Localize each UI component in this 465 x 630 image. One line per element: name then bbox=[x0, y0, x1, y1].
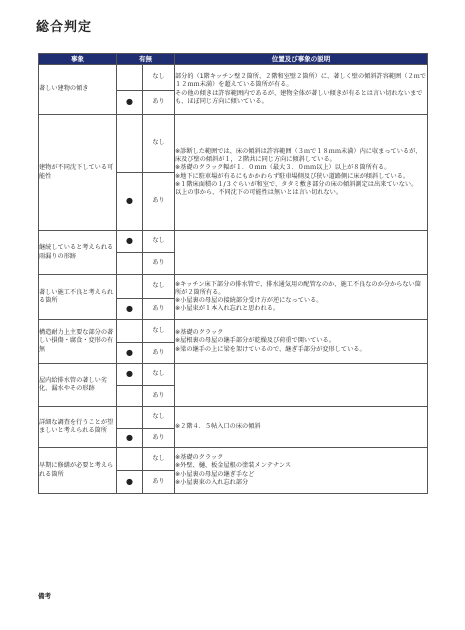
event-description bbox=[175, 65, 428, 115]
presence-option: あり bbox=[143, 253, 175, 275]
table-row bbox=[39, 115, 428, 173]
event-name: 屋内給排水管の著しい劣化、漏水やその形跡 bbox=[39, 364, 117, 407]
presence-mark: ● bbox=[117, 343, 143, 364]
event-description bbox=[175, 231, 428, 275]
event-description bbox=[175, 407, 428, 448]
description-line: ※キッチン床下部分の排水管で、排水通気用の配管なのか、施工不良なのか分からない箇所が２箇所有る。 bbox=[175, 280, 421, 296]
table-row bbox=[39, 407, 428, 429]
presence-mark bbox=[117, 115, 143, 173]
presence-option: なし bbox=[143, 407, 175, 429]
presence-option: なし bbox=[143, 115, 175, 173]
description-line: ※基礎のクラック bbox=[175, 454, 224, 462]
remarks-label: 備考 bbox=[38, 592, 51, 600]
presence-option: あり bbox=[143, 91, 175, 115]
event-name: 早期に修繕が必要と考えられる箇所 bbox=[39, 448, 117, 494]
description-line: ※小屋裏の母屋の継ぎ手など bbox=[175, 470, 255, 478]
table-row bbox=[39, 275, 428, 299]
presence-mark bbox=[117, 448, 143, 471]
description-line: ※小屋束が１本入れ忘れと思われる。 bbox=[175, 305, 280, 313]
description-line: ※基礎のクラック bbox=[175, 329, 224, 337]
presence-mark: ● bbox=[117, 231, 143, 253]
presence-mark: ● bbox=[117, 173, 143, 231]
table-row bbox=[39, 65, 428, 91]
description-line: ※屋根裏の母屋の継手部分が乾燥及び荷重で開いている。 bbox=[175, 337, 335, 345]
presence-mark: ● bbox=[117, 91, 143, 115]
presence-mark: ● bbox=[117, 364, 143, 386]
description-line: 以上の事から、不同沈下の可能性は無いとは言い切れない。 bbox=[175, 188, 343, 196]
presence-mark bbox=[117, 320, 143, 343]
description-line: ※外壁、樋、板金屋根の塗装メンテナンス bbox=[175, 462, 292, 470]
presence-option: あり bbox=[143, 173, 175, 231]
event-description bbox=[175, 275, 428, 320]
event-description bbox=[175, 115, 428, 231]
presence-option: あり bbox=[143, 343, 175, 364]
presence-mark: ● bbox=[117, 429, 143, 448]
description-line: ※梁の継手の上に梁を架けているので、継ぎ手部分が変形している。 bbox=[175, 345, 366, 353]
event-description bbox=[175, 448, 428, 494]
header-description: 位置及び事象の説明 bbox=[175, 54, 428, 65]
description-line: ※地下に駐車場が有るにもかかわらず駐車場側及び狭い道路側に床が傾斜している。 bbox=[175, 172, 410, 180]
event-name: 継続していると考えられる雨漏りの形跡 bbox=[39, 231, 117, 275]
presence-option: なし bbox=[143, 448, 175, 471]
event-name: 構造耐力上主要な部分の著しい損傷・腐食・変形の有無 bbox=[39, 320, 117, 364]
table-row bbox=[39, 320, 428, 343]
presence-option: なし bbox=[143, 275, 175, 299]
presence-mark bbox=[117, 65, 143, 91]
presence-mark bbox=[117, 275, 143, 299]
presence-option: なし bbox=[143, 320, 175, 343]
presence-option: あり bbox=[143, 386, 175, 407]
presence-option: あり bbox=[143, 429, 175, 448]
judgement-table bbox=[38, 53, 428, 494]
event-name: 著しい施工不良と考えられる箇所 bbox=[39, 275, 117, 320]
presence-option: なし bbox=[143, 65, 175, 91]
presence-option: なし bbox=[143, 364, 175, 386]
table-header-row bbox=[39, 54, 428, 65]
page-title: 総合判定 bbox=[36, 20, 93, 35]
event-name: 著しい建物の傾き bbox=[39, 65, 117, 115]
presence-mark bbox=[117, 386, 143, 407]
description-line: ※１階床面積の１/３ぐらいが和室で、タタミ敷き部分の床の傾斜測定は出来ていない。 bbox=[175, 180, 418, 188]
description-line: ※２階４．５帖入口の床の傾斜 bbox=[175, 422, 261, 430]
presence-option: あり bbox=[143, 471, 175, 494]
presence-mark: ● bbox=[117, 471, 143, 494]
description-line: ※小屋裏束の入れ忘れ部分 bbox=[175, 478, 249, 486]
event-description bbox=[175, 320, 428, 364]
header-presence: 有無 bbox=[117, 54, 175, 65]
header-event: 事象 bbox=[39, 54, 117, 65]
presence-mark bbox=[117, 253, 143, 275]
description-line: その他の傾きは許容範囲内であるが、建物全体が著しい傾きが有るとは言い切れないまでも、ほぼ同じ方向に傾いている。 bbox=[175, 89, 423, 105]
description-line: 部分的（1階キッチン壁２箇所、２階和室壁２箇所）に、著しく壁の傾斜許容範囲（２ｍで１２ｍｍ未満）を超えている箇所が有る。 bbox=[175, 73, 427, 89]
table-row bbox=[39, 448, 428, 471]
table-row bbox=[39, 364, 428, 386]
presence-mark bbox=[117, 407, 143, 429]
event-description bbox=[175, 364, 428, 407]
description-line: ※小屋裏の母屋の接続部分受け方が逆になっている。 bbox=[175, 297, 323, 304]
presence-mark: ● bbox=[117, 299, 143, 320]
event-name: 建物が不同沈下している可能性 bbox=[39, 115, 117, 231]
presence-option: なし bbox=[143, 231, 175, 253]
description-line: ※診断した範囲では、床の傾斜は許容範囲（３ｍで１８ｍｍ未満）内に収まっているが、床及び壁の傾斜が１，２階共に同じ方向に傾斜している。 bbox=[175, 148, 422, 164]
description-line: ※基礎のクラック幅が１．０ｍｍ（最大３．０ｍｍ以上）以上が８箇所有る。 bbox=[175, 164, 391, 172]
presence-option: あり bbox=[143, 299, 175, 320]
event-name: 詳細な調査を行うことが望ましいと考えられる箇所 bbox=[39, 407, 117, 448]
table-row bbox=[39, 231, 428, 253]
